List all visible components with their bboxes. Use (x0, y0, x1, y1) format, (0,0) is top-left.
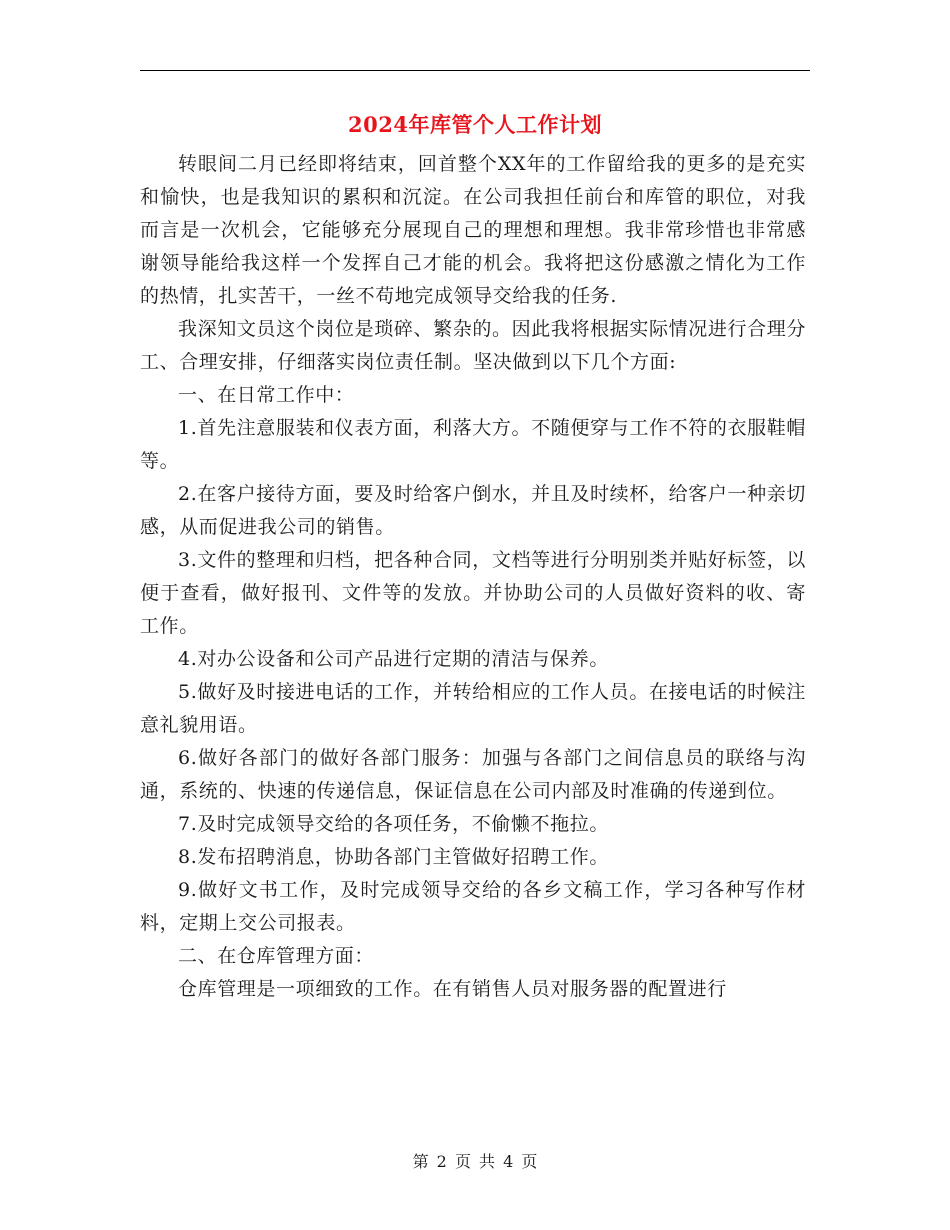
list-item-6: 6.做好各部门的做好各部门服务：加强与各部门之间信息员的联络与沟通，系统的、快速的传递信息，保证信息在公司内部及时准确的传递到位。 (140, 747, 806, 802)
section-heading-daily-work: 一、在日常工作中： (178, 384, 355, 406)
header-rule (140, 70, 810, 71)
document-body (140, 148, 806, 1006)
document-title: 2024年库管个人工作计划 (348, 112, 602, 137)
paragraph-role: 我深知文员这个岗位是琐碎、繁杂的。因此我将根据实际情况进行合理分工、合理安排，仔细落实岗位责任制。坚决做到以下几个方面: (140, 318, 806, 373)
list-item-7: 7.及时完成领导交给的各项任务，不偷懒不拖拉。 (178, 813, 609, 835)
paragraph-warehouse: 仓库管理是一项细致的工作。在有销售人员对服务器的配置进行 (178, 978, 727, 1000)
paragraph-intro: 转眼间二月已经即将结束，回首整个XX年的工作留给我的更多的是充实和愉快，也是我知识的累积和沉淀。在公司我担任前台和库管的职位，对我而言是一次机会，它能够充分展现自己的理想和理想。我非常珍惜也非常感谢领导能给我这样一个发挥自己才能的机会。我将把这份感激之情化为工作的热情，扎实苦干，一丝不苟地完成领导交给我的任务. (140, 153, 806, 307)
section-heading-warehouse: 二、在仓库管理方面： (178, 945, 375, 967)
list-item-3: 3.文件的整理和归档，把各种合同，文档等进行分明别类并贴好标签，以便于查看，做好报刊、文件等的发放。并协助公司的人员做好资料的收、寄工作。 (140, 549, 806, 637)
page-number-footer: 第 2 页 共 4 页 (412, 1152, 538, 1171)
list-item-1: 1.首先注意服装和仪表方面，利落大方。不随便穿与工作不符的衣服鞋帽等。 (140, 417, 806, 472)
list-item-5: 5.做好及时接进电话的工作，并转给相应的工作人员。在接电话的时候注意礼貌用语。 (140, 681, 806, 736)
list-item-2: 2.在客户接待方面，要及时给客户倒水，并且及时续杯，给客户一种亲切感，从而促进我公司的销售。 (140, 483, 806, 538)
list-item-8: 8.发布招聘消息，协助各部门主管做好招聘工作。 (178, 846, 609, 868)
list-item-4: 4.对办公设备和公司产品进行定期的清洁与保养。 (178, 648, 609, 670)
list-item-9: 9.做好文书工作，及时完成领导交给的各乡文稿工作，学习各种写作材料，定期上交公司报表。 (140, 879, 806, 934)
